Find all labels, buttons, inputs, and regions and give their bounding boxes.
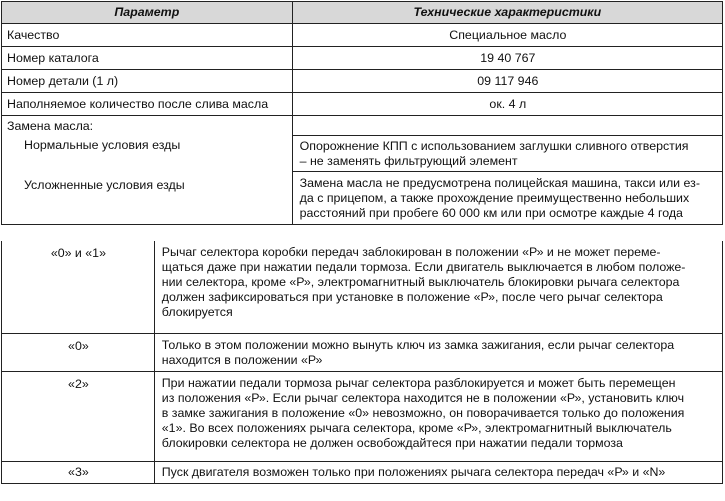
desc-line: щаться даже при нажатии педали тормоза. Если двигатель выключается в любом положе-: [161, 260, 686, 274]
oil-change-normal-row: [2, 136, 723, 172]
position-row: [2, 371, 723, 461]
position-cell: «0» и «1»: [2, 241, 155, 333]
position-desc: [154, 333, 722, 371]
oil-change-title: Замена масла:: [2, 116, 293, 136]
spec-header-row: [2, 2, 723, 24]
desc-line: из положения «Р». Если рычаг селектора находится не в положении «Р», установить ключ: [161, 390, 685, 405]
desc-line: да с прицепом, а также прохождение преимущественно небольших: [299, 191, 690, 205]
param-cell: Качество: [2, 24, 293, 47]
desc-line: Пуск двигателя возможен только при положениях рычага селектора передач «Р» и «N»: [161, 464, 666, 479]
spec-row-fill: [2, 93, 723, 116]
position-desc: [154, 461, 722, 483]
position-cell: «3»: [2, 461, 155, 483]
desc-line: должен зафиксироваться при установке в положение «Р», после чего рычаг селектора: [161, 290, 663, 304]
empty-cell: [292, 116, 722, 136]
desc-line: – не заменять фильтрующий элемент: [299, 154, 518, 168]
normal-conditions-desc: [292, 136, 722, 172]
position-cell: «2»: [2, 371, 155, 461]
position-row: [2, 461, 723, 483]
value-cell: 19 40 767: [292, 47, 722, 70]
oil-change-title-row: [2, 116, 723, 136]
normal-conditions-label: Нормальные условия езды: [2, 136, 293, 172]
spec-table: [1, 1, 723, 225]
spec-row-catalog: [2, 47, 723, 70]
severe-conditions-desc: [292, 172, 722, 225]
spec-row-quality: [2, 24, 723, 47]
desc-line: Рычаг селектора коробки передач заблокирован в положении «Р» и не может переме-: [161, 245, 661, 259]
desc-line: Опорожнение КПП с использованием заглушки сливного отверстия: [299, 139, 689, 153]
position-row: [2, 333, 723, 371]
value-cell: ок. 4 л: [292, 93, 722, 116]
desc-line: При нажатии педали тормоза рычаг селектора разблокируется и может быть перемещен: [161, 375, 676, 390]
param-cell: Номер детали (1 л): [2, 70, 293, 93]
desc-line: нии селектора, кроме «Р», электромагнитный выключатель блокировки рычага селектора: [161, 275, 680, 289]
desc-line: расстояний при пробеге 60 000 км или при осмотре каждые 4 года: [299, 206, 683, 220]
desc-line: находится в положении «Р»: [161, 352, 323, 367]
desc-line: в замке зажигания в положение «0» невозможно, он поворачивается только до положения: [161, 405, 685, 420]
position-cell: «0»: [2, 333, 155, 371]
desc-line: Только в этом положении можно вынуть ключ из замка зажигания, если рычаг селектора: [161, 337, 675, 352]
position-desc: [154, 241, 722, 333]
oil-change-severe-row: [2, 172, 723, 225]
header-param: Параметр: [2, 2, 293, 24]
value-cell: Специальное масло: [292, 24, 722, 47]
severe-conditions-label: Усложненные условия езды: [2, 172, 293, 225]
desc-line: блокировки селектора не должен освобождайтеся при нажатии педали тормоза: [161, 435, 623, 450]
position-row: [2, 241, 723, 333]
param-cell: Номер каталога: [2, 47, 293, 70]
desc-line: Замена масла не предусмотрена полицейская машина, такси или ез-: [299, 176, 700, 190]
position-desc: [154, 371, 722, 461]
selector-positions-table: [1, 241, 723, 484]
value-cell: 09 117 946: [292, 70, 722, 93]
header-spec: Технические характеристики: [292, 2, 722, 24]
desc-line: блокируется: [161, 305, 233, 319]
param-cell: Наполняемое количество после слива масла: [2, 93, 293, 116]
spec-row-part: [2, 70, 723, 93]
desc-line: «1». Во всех положениях рычага селектора, кроме «Р», электромагнитный выключатель: [161, 420, 672, 435]
